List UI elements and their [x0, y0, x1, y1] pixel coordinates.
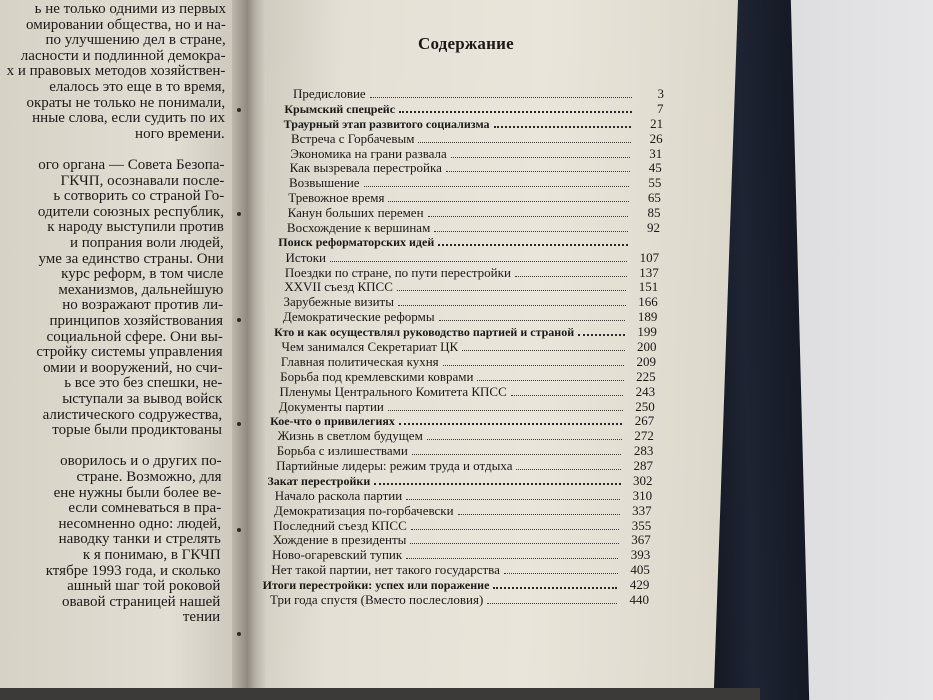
toc-page-number: 267 [634, 413, 655, 429]
toc-entry-title: Крымский спецрейс [284, 101, 396, 116]
left-page-line: уме за единство страны. Они [38, 250, 224, 267]
left-page-line: алистического содружества, [42, 406, 223, 423]
toc-page-number: 137 [639, 264, 659, 280]
toc-leader-dots [494, 126, 632, 128]
toc-page-number: 272 [634, 428, 654, 444]
toc-entry-title: Как вызревала перестройка [289, 160, 442, 176]
toc-leader-dots [410, 543, 618, 544]
toc-leader-dots [364, 186, 630, 187]
toc-page-number: 85 [647, 205, 661, 221]
toc-leader-dots [443, 365, 624, 366]
toc-entry-row [288, 205, 661, 220]
toc-page-number: 31 [649, 145, 663, 161]
toc-leader-dots [446, 171, 630, 172]
toc-section-row [270, 413, 654, 428]
left-page-line: к народу выступили против [47, 219, 224, 236]
toc-entry-row [283, 309, 658, 324]
left-page-line: наводку танки и стрелять [58, 531, 221, 548]
toc-page-number: 55 [648, 175, 662, 191]
left-page-line: елалось это еще в то время, [49, 79, 226, 95]
toc-entry-title: Пленумы Центрального Комитета КПСС [279, 383, 507, 399]
toc-entry-title: Экономика на грани развала [290, 145, 447, 161]
toc-entry-title: Тревожное время [288, 190, 385, 206]
binding-stitch [237, 212, 241, 216]
toc-entry-title: Кое-что о привилегиях [270, 414, 395, 429]
toc-page-number: 355 [631, 517, 652, 533]
toc-entry-row [284, 294, 658, 309]
toc-leader-dots [388, 410, 623, 411]
toc-entry-row [273, 532, 651, 547]
toc-entry-title: Зарубежные визиты [283, 294, 394, 310]
left-page-line: ократы не только не понимали, [26, 94, 226, 111]
toc-entry-title: Кто и как осуществлял руководство партией и страной [274, 325, 575, 340]
binding-stitch [237, 422, 241, 426]
left-page-line: по улучшению дел в стране, [45, 32, 226, 49]
toc-section-row [263, 577, 650, 592]
toc-entry-row [280, 369, 655, 384]
left-page-line: нные слова, если судить по их [32, 110, 225, 127]
toc-entry-title: Встреча с Горбачевым [290, 130, 415, 146]
toc-page-number: 429 [629, 577, 650, 593]
toc-entry-row [281, 354, 656, 369]
left-page-line: овавой страницей нашей [62, 593, 221, 610]
toc-entry-title: Главная политическая кухня [280, 353, 439, 369]
left-page-line: ь не только одними из первых [34, 1, 226, 17]
toc-entry-title: Демократизация по-горбачевски [274, 502, 454, 518]
toc-entry-row [286, 250, 660, 265]
left-page-line: ГКЧП, осознавали после- [60, 172, 225, 189]
toc-entry-title: Поиск реформаторских идей [278, 234, 435, 249]
toc-entry-title: Итоги перестройки: успех или поражение [262, 578, 490, 593]
toc-page-number: 250 [635, 398, 655, 414]
toc-entry-row [285, 265, 659, 280]
toc-page-number: 209 [636, 353, 657, 369]
toc-page-number: 189 [637, 309, 658, 325]
toc-leader-dots [458, 514, 620, 515]
toc-entry-row [275, 488, 652, 503]
left-page-line: ыступали за вывод войск [62, 391, 223, 407]
left-page-line: стройку системы управления [36, 344, 223, 361]
toc-entry-row [272, 547, 650, 562]
left-page-line: курс реформ, в том числе [61, 266, 224, 283]
toc-entry-title: Партийные лидеры: режим труда и отдыха [276, 458, 513, 474]
toc-leader-dots [451, 157, 630, 158]
left-page-line: ь все это без спешки, не- [64, 375, 223, 392]
left-page-line: оворилось и о других по- [60, 453, 222, 470]
toc-entry-row [291, 131, 663, 146]
toc-page-number: 405 [630, 562, 650, 578]
toc-entry-row [271, 562, 650, 577]
toc-entry-title: Закат перестройки [267, 473, 371, 488]
toc-page-number: 151 [638, 279, 659, 295]
toc-page-number: 3 [657, 86, 664, 101]
toc-section-row [274, 324, 657, 339]
toc-leader-dots [397, 290, 626, 291]
toc-entry-title: Жизнь в светлом будущем [277, 428, 423, 444]
toc-leader-dots [477, 380, 623, 381]
toc-leader-dots [374, 483, 620, 485]
toc-entry-row [270, 592, 649, 607]
toc-page-number: 65 [647, 190, 661, 206]
toc-page-number: 283 [633, 443, 654, 459]
toc-title: Содержание [418, 34, 514, 53]
toc-entry-title: Хождение в президенты [272, 532, 407, 548]
left-page-line: ашный шаг той роковой [67, 578, 221, 595]
toc-leader-dots [370, 97, 632, 98]
left-page-line: х и правовых методов хозяйствен- [6, 63, 226, 80]
toc-page-number: 199 [637, 324, 657, 340]
left-page-line: к я понимаю, в ГКЧП [82, 547, 221, 563]
toc-entry-title: Восхождение к вершинам [286, 219, 431, 235]
toc-entry-row [273, 518, 651, 533]
toc-entry-title: Траурный этап развитого социализма [283, 116, 490, 131]
toc-leader-dots [427, 439, 622, 440]
toc-leader-dots [428, 216, 629, 217]
left-page-line: торые были продиктованы [52, 422, 222, 439]
toc-leader-dots [434, 231, 628, 232]
toc-entry-title: Нет такой партии, нет такого государства [271, 562, 500, 578]
toc-page-number: 21 [650, 115, 664, 131]
toc-page-number: 107 [639, 249, 660, 265]
left-page-line: механизмов, дальнейшую [58, 281, 224, 298]
toc-entry-row [276, 458, 653, 473]
toc-entry-title: Борьба под кремлевскими коврами [280, 368, 474, 384]
toc-entry-title: Чем занимался Секретариат ЦК [281, 339, 459, 354]
toc-entry-title: Истоки [285, 249, 326, 265]
left-page-line: ного времени. [135, 125, 225, 142]
left-page-line: ого органа — Совета Безопа- [38, 157, 225, 173]
toc-leader-dots [412, 454, 622, 455]
toc-leader-dots [411, 529, 619, 530]
toc-page-number: 200 [637, 339, 657, 354]
toc-leader-dots [330, 261, 627, 262]
toc-entry-title: Документы партии [278, 398, 384, 414]
toc-entry-row [288, 190, 661, 205]
toc-section-row [278, 235, 659, 250]
toc-entry-row [279, 384, 655, 399]
toc-leader-dots [438, 244, 627, 246]
left-page-line: несомненно одно: людей, [58, 515, 222, 532]
left-page-line: ласности и подлинной демокра- [20, 47, 226, 64]
left-page-line: но возражают против ли- [62, 297, 224, 314]
toc-leader-dots [388, 201, 628, 202]
left-page-line: если сомневаться в пра- [68, 500, 222, 517]
left-page-line: ь сотворить со страной Го- [53, 188, 225, 205]
toc-leader-dots [462, 350, 624, 351]
toc-page-number: 440 [629, 592, 649, 607]
toc-section-row [284, 116, 663, 131]
toc-entry-title: Поездки по стране, по пути перестройки [284, 264, 511, 280]
toc-entry-title: Ново-огаревский тупик [272, 547, 403, 563]
toc-leader-dots [578, 334, 625, 336]
toc-leader-dots [493, 587, 617, 589]
toc-page-number: 45 [648, 160, 662, 176]
toc-page-number: 26 [649, 130, 663, 146]
toc-leader-dots [439, 320, 626, 321]
toc-entry-row [279, 399, 655, 414]
toc-leader-dots [406, 499, 620, 500]
toc-entry-title: XXVII съезд КПСС [284, 279, 393, 295]
toc-page-number: 92 [647, 219, 661, 235]
toc-leader-dots [398, 305, 626, 306]
left-page-line: стране. Возможно, для [76, 469, 222, 485]
toc-entry-row [293, 86, 664, 101]
left-page-line: и попрания воли людей, [70, 235, 224, 251]
toc-leader-dots [487, 603, 617, 604]
toc-entry-title: Демократические реформы [282, 309, 435, 325]
toc-leader-dots [504, 573, 618, 574]
toc-page-number: 302 [633, 472, 653, 488]
binding-stitch [237, 632, 241, 636]
left-page-line: социальной сфере. Они вы- [46, 328, 223, 345]
toc-page-number: 287 [633, 458, 653, 474]
toc-leader-dots [406, 558, 618, 559]
toc-entry-row [287, 220, 660, 235]
left-page-line: ене нужны были более ве- [53, 484, 222, 501]
binding-stitch [237, 108, 241, 112]
toc-entry-row [290, 160, 662, 175]
toc-section-row [284, 101, 663, 116]
toc-entry-title: Возвышение [288, 175, 360, 191]
toc-leader-dots [515, 276, 627, 277]
toc-entry-title: Начало раскола партии [274, 487, 403, 503]
toc-page-number: 310 [632, 487, 653, 503]
toc-entry-row [284, 279, 658, 294]
toc-entry-row [282, 339, 657, 354]
toc-page-number: 243 [635, 383, 656, 399]
toc-entry-title: Канун больших перемен [287, 205, 424, 221]
toc-leader-dots [511, 395, 623, 396]
toc-leader-dots [399, 111, 632, 113]
binding-stitch [237, 318, 241, 322]
toc-entry-title: Предисловие [293, 86, 366, 101]
left-page-line: принципов хозяйствования [49, 313, 223, 329]
left-page-line: ктябре 1993 года, и сколько [45, 562, 221, 579]
left-page-line: тении [182, 609, 221, 626]
toc-entry-title: Последний съезд КПСС [273, 517, 407, 533]
toc-page-number: 337 [632, 502, 652, 518]
toc-leader-dots [418, 142, 630, 143]
toc-entry-title: Борьба с излишествами [276, 443, 408, 459]
toc-entry-row [289, 175, 661, 190]
toc-page-number: 393 [630, 547, 651, 563]
toc-page-number: 367 [631, 532, 651, 548]
toc-entry-row [277, 443, 654, 458]
toc-entry-row [290, 146, 662, 161]
toc-entry-row [274, 503, 652, 518]
toc-section-row [267, 473, 652, 488]
toc-entry-title: Три года спустя (Вместо послесловия) [270, 592, 484, 607]
toc-leader-dots [516, 469, 620, 470]
toc-entry-row [277, 428, 653, 443]
toc-page-number: 166 [638, 294, 658, 310]
left-page-line: омии и вооружений, но счи- [43, 359, 223, 376]
toc-leader-dots [399, 423, 622, 425]
left-page-line: омировании общества, но и на- [26, 16, 226, 33]
left-page-line: одители союзных республик, [37, 203, 225, 220]
toc-page-number: 225 [636, 368, 656, 384]
binding-stitch [237, 528, 241, 532]
toc-page-number: 7 [657, 100, 664, 116]
